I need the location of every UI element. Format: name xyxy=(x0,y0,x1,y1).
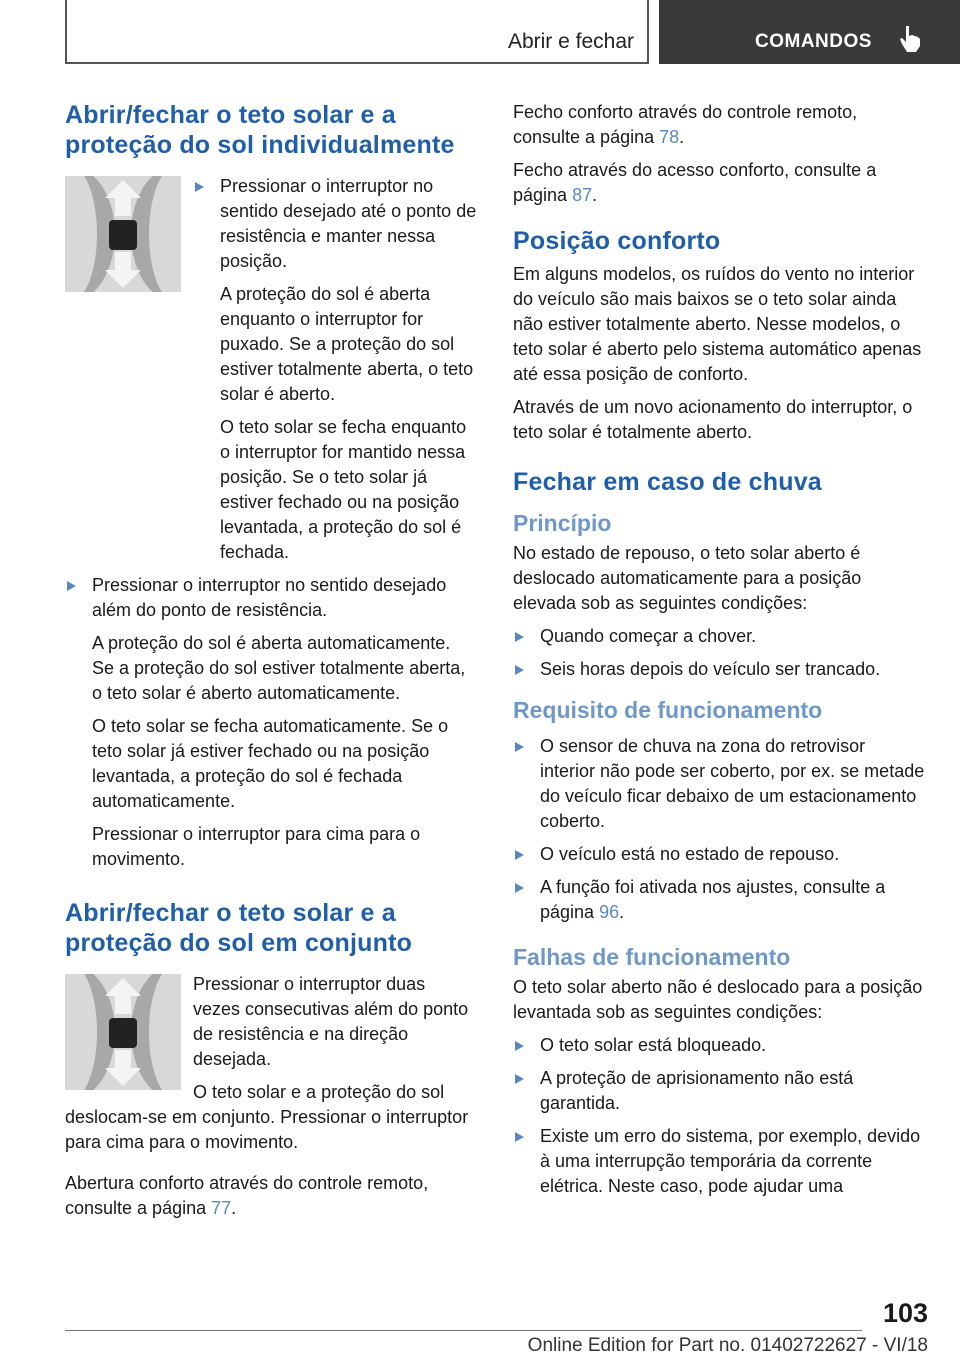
footer-edition: Online Edition for Part no. 01402722627 - VI/18 xyxy=(527,1335,928,1356)
hand-pointer-icon xyxy=(897,24,923,54)
header-chapter-tab[interactable] xyxy=(659,0,960,64)
paragraph: Fecho através do acesso conforto, consulte a página 87. xyxy=(513,160,877,205)
paragraph: Pressionar o interruptor duas vezes consecutivas além do ponto de resistência e na direção desejada. xyxy=(193,974,469,1069)
paragraph: A proteção do sol é aberta automaticamente. Se a proteção do sol estiver totalmente aberta, o teto solar é aberto automaticamente. xyxy=(92,633,466,703)
list-item: O veículo está no estado de repouso. xyxy=(513,842,925,867)
page-link-87[interactable]: 87 xyxy=(572,185,593,205)
list-item: Pressionar o interruptor no sentido desejado até o ponto de resistência e manter nessa posição. xyxy=(193,174,477,274)
paragraph: O teto solar se fecha automaticamente. Se o teto solar já estiver fechado ou na posição levantada, a proteção do sol é fechada automaticamente. xyxy=(92,716,449,811)
paragraph: O teto solar se fecha enquanto o interruptor for mantido nessa posição. Se o teto solar já estiver fechado ou na posição levantada, a proteção do sol é fechada. xyxy=(220,417,467,562)
heading-conjunto: Abrir/fechar o teto solar e a proteção do sol em conjunto xyxy=(65,899,413,957)
list-item: A função foi ativada nos ajustes, consulte a página 96. xyxy=(513,875,925,925)
switch-knob-icon xyxy=(109,1018,137,1048)
heading-principio: Princípio xyxy=(513,510,612,536)
roof-switch-image xyxy=(65,176,181,292)
list-item: O sensor de chuva na zona do retrovisor interior não pode ser coberto, por ex. se metade do veículo ficar debaixo de um estacionamento coberto. xyxy=(513,734,925,834)
right-column xyxy=(513,100,925,1207)
paragraph: Fecho conforto através do controle remoto, consulte a página 78. xyxy=(513,102,858,147)
list-item: A proteção de aprisionamento não está garantida. xyxy=(513,1066,925,1116)
paragraph: Em alguns modelos, os ruídos do vento no interior do veículo são mais baixos se o teto solar ainda não estiver totalmente aberto. Nesse modelos, o teto solar é aberto pelo sistema automático apenas até essa posição de conforto. xyxy=(513,264,922,384)
footer-divider xyxy=(65,1330,862,1331)
heading-requisito: Requisito de funcionamento xyxy=(513,697,823,723)
list-item: O teto solar está bloqueado. xyxy=(513,1033,925,1058)
list-item: Seis horas depois do veículo ser trancado. xyxy=(513,657,925,682)
roof-switch-image xyxy=(65,974,181,1090)
switch-knob-icon xyxy=(109,220,137,250)
paragraph: Pressionar o interruptor para cima para o movimento. xyxy=(92,824,421,869)
heading-individual: Abrir/fechar o teto solar e a proteção do sol individualmente xyxy=(65,101,455,159)
paragraph: Através de um novo acionamento do interruptor, o teto solar é totalmente aberto. xyxy=(513,397,913,442)
heading-falhas: Falhas de funcionamento xyxy=(513,944,791,970)
page-link-77[interactable]: 77 xyxy=(211,1198,232,1218)
header-chapter-label: COMANDOS xyxy=(755,31,872,52)
paragraph: O teto solar e a proteção do sol deslocam-se em conjunto. Pressionar o interruptor para cima para o movimento. xyxy=(65,1082,469,1152)
paragraph: A proteção do sol é aberta enquanto o interruptor for puxado. Se a proteção do sol estiver totalmente aberta, o teto solar é aberto. xyxy=(220,284,474,404)
heading-chuva: Fechar em caso de chuva xyxy=(513,468,822,496)
list-item: Existe um erro do sistema, por exemplo, devido à uma interrupção temporária da corrente elétrica. Neste caso, pode ajudar uma xyxy=(513,1124,925,1199)
page-link-78[interactable]: 78 xyxy=(659,127,680,147)
paragraph: O teto solar aberto não é deslocado para a posição levantada sob as seguintes condições: xyxy=(513,977,923,1022)
heading-posicao: Posição conforto xyxy=(513,227,721,255)
paragraph: Abertura conforto através do controle remoto, consulte a página 77. xyxy=(65,1173,429,1218)
paragraph: No estado de repouso, o teto solar aberto é deslocado automaticamente para a posição elevada sob as seguintes condições: xyxy=(513,543,862,613)
list-item: Quando começar a chover. xyxy=(513,624,925,649)
left-column xyxy=(65,100,477,1229)
page-number: 103 xyxy=(882,1298,928,1328)
list-item: Pressionar o interruptor no sentido desejado além do ponto de resistência. xyxy=(65,573,477,623)
header-section-title: Abrir e fechar xyxy=(507,30,634,53)
page-link-96[interactable]: 96 xyxy=(599,902,620,922)
